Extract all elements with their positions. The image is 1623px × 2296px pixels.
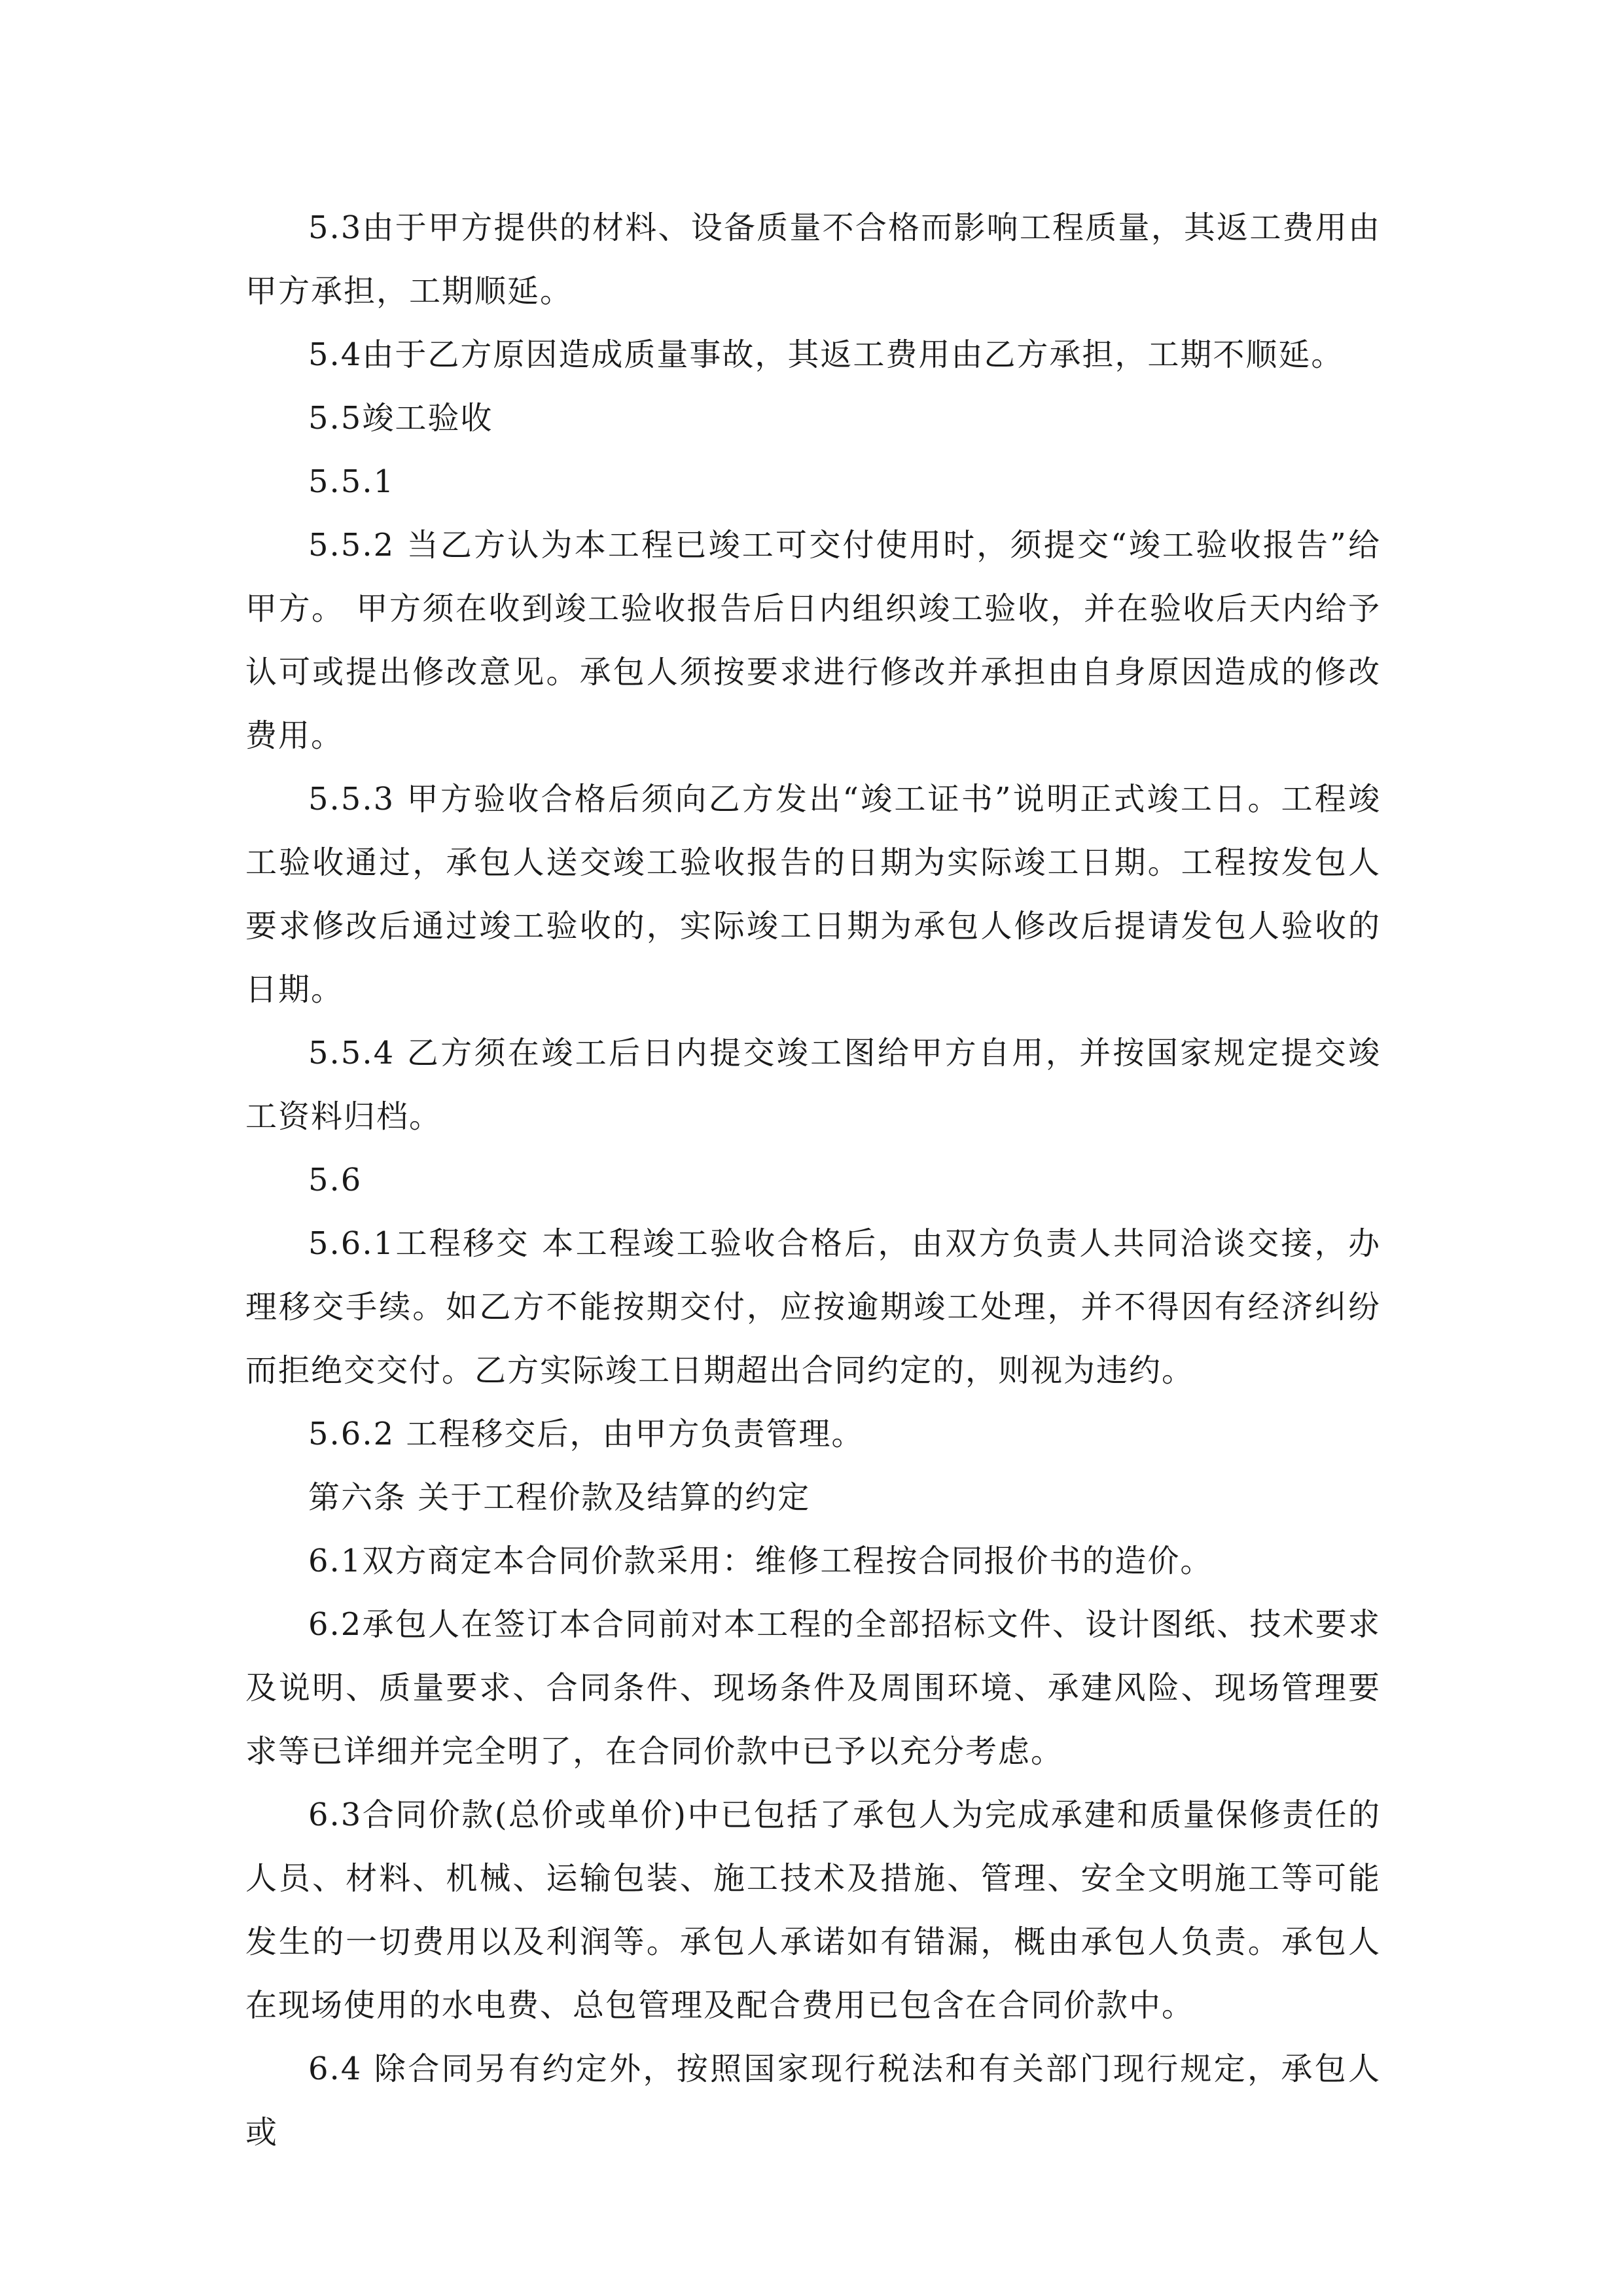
clause-5-6: 5.6 [308, 1162, 363, 1198]
clause-6-4: 6.4 除合同另有约定外，按照国家现行税法和有关部门现行规定，承包人或 [245, 2051, 1381, 2151]
clause-5-5-2: 5.5.2 当乙方认为本工程已竣工可交付使用时，须提交“竣工验收报告”给甲方。 甲方须在收到竣工验收报告后日内组织竣工验收，并在验收后天内给予认可或提出修改意见。承包人须按要求进行修改并承担由自身原因造成的修改费用。 [245, 527, 1381, 754]
clause-5-5-heading: 5.5竣工验收 [308, 400, 493, 437]
clause-5-6-2: 5.6.2 工程移交后，由甲方负责管理。 [308, 1416, 865, 1452]
clause-5-4: 5.4由于乙方原因造成质量事故，其返工费用由乙方承担，工期不顺延。 [308, 336, 1344, 373]
clause-6-1: 6.1双方商定本合同价款采用：维修工程按合同报价书的造价。 [308, 1543, 1213, 1579]
clause-5-3: 5.3由于甲方提供的材料、设备质量不合格而影响工程质量，其返工费用由甲方承担，工期顺延。 [245, 209, 1381, 310]
clause-6-2: 6.2承包人在签订本合同前对本工程的全部招标文件、设计图纸、技术要求及说明、质量要求、合同条件、现场条件及周围环境、承建风险、现场管理要求等已详细并完全明了，在合同价款中已予以充分考虑。 [245, 1606, 1381, 1770]
clause-5-5-3: 5.5.3 甲方验收合格后须向乙方发出“竣工证书”说明正式竣工日。工程竣工验收通过，承包人送交竣工验收报告的日期为实际竣工日期。工程按发包人要求修改后通过竣工验收的，实际竣工日期为承包人修改后提请发包人验收的日期。 [245, 781, 1381, 1008]
clause-5-6-1: 5.6.1工程移交 本工程竣工验收合格后，由双方负责人共同洽谈交接，办理移交手续。如乙方不能按期交付，应按逾期竣工处理，并不得因有经济纠纷而拒绝交交付。乙方实际竣工日期超出合同约定的，则视为违约。 [245, 1225, 1381, 1389]
clause-5-5-4: 5.5.4 乙方须在竣工后日内提交竣工图给甲方自用，并按国家规定提交竣工资料归档。 [245, 1035, 1381, 1135]
clause-6-3: 6.3合同价款(总价或单价)中已包括了承包人为完成承建和质量保修责任的人员、材料、机械、运输包装、施工技术及措施、管理、安全文明施工等可能发生的一切费用以及利润等。承包人承诺如有错漏，概由承包人负责。承包人在现场使用的水电费、总包管理及配合费用已包含在合同价款中。 [245, 1797, 1381, 2024]
document-body [245, 196, 1381, 2164]
clause-5-5-1: 5.5.1 [308, 463, 395, 500]
article-6-heading: 第六条 关于工程价款及结算的约定 [308, 1479, 811, 1516]
